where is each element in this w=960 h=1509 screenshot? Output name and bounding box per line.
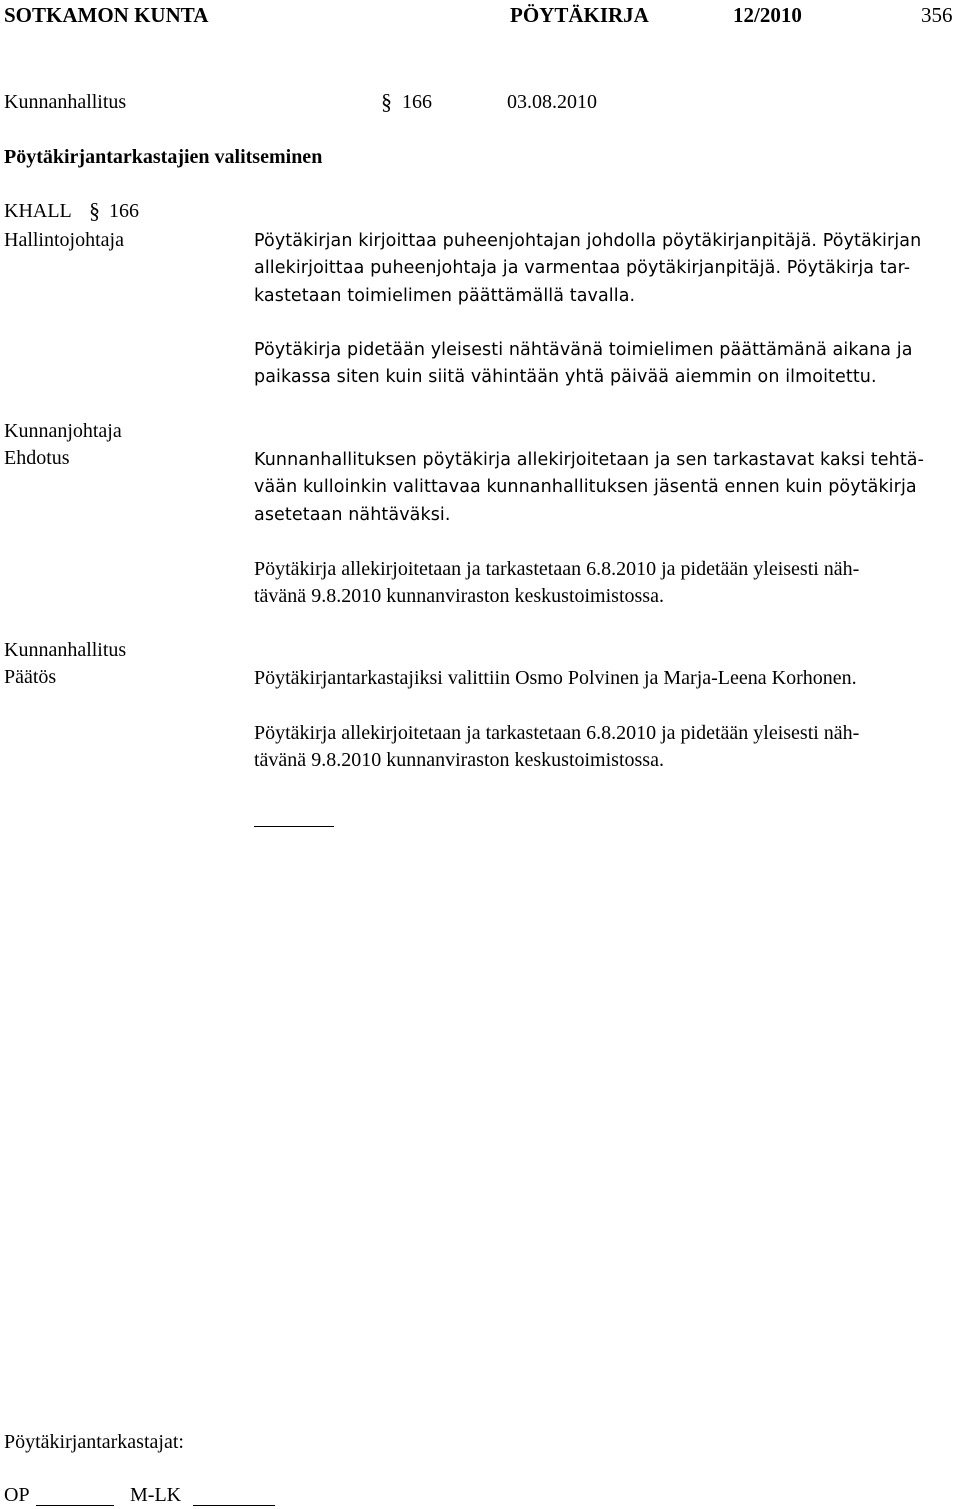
stage-label: Ehdotus: [4, 447, 70, 469]
paragraph-line: Pöytäkirja allekirjoitetaan ja tarkastetaan 6.8.2010 ja pidetään yleisesti näh-: [254, 558, 860, 580]
paragraph: [254, 228, 960, 310]
reviewer-initials: OP: [4, 1484, 30, 1506]
decision-paragraph: [254, 665, 960, 692]
paragraph-line: Pöytäkirjantarkastajiksi valittiin Osmo Polvinen ja Marja-Leena Korhonen.: [254, 667, 857, 689]
issue-number: 12/2010: [733, 3, 802, 27]
signature-line: [193, 1505, 275, 1506]
paragraph-line: asetetaan nähtäväksi.: [254, 504, 451, 525]
paragraph-line: paikassa siten kuin siitä vähintään yhtä päivää aiemmin on ilmoitettu.: [254, 367, 877, 388]
section-end-rule: [254, 826, 334, 827]
paragraph: [254, 720, 960, 775]
reference-code: KHALL: [4, 200, 72, 222]
role-label: Hallintojohtaja: [4, 229, 124, 251]
reviewer-initials: M-LK: [130, 1484, 182, 1506]
document-type: PÖYTÄKIRJA: [510, 3, 649, 27]
section-label: [4, 637, 126, 691]
reference-number: 166: [109, 200, 139, 222]
paragraph-line: vään kulloinkin valittavaa kunnanhallituksen jäsentä ennen kuin pöytäkirja: [254, 477, 917, 498]
paragraph-line: Pöytäkirja pidetään yleisesti nähtävänä toimielimen päättämänä aikana ja: [254, 340, 913, 360]
agenda-item-title: Pöytäkirjantarkastajien valitseminen: [4, 146, 323, 168]
paragraph-line: Kunnanhallituksen pöytäkirja allekirjoitetaan ja sen tarkastavat kaksi tehtä-: [254, 450, 925, 470]
paragraph-line: tävänä 9.8.2010 kunnanviraston keskustoimistossa.: [254, 749, 664, 772]
municipality-name: SOTKAMON KUNTA: [4, 3, 209, 27]
section-label: [4, 418, 122, 472]
section-symbol: §: [381, 89, 392, 114]
reviewers-label: Pöytäkirjantarkastajat:: [4, 1431, 184, 1453]
paragraph-line: kastetaan toimielimen päättämällä tavalla.: [254, 285, 636, 306]
reference-section-symbol: §: [89, 198, 100, 223]
paragraph-line: allekirjoittaa puheenjohtaja ja varmentaa pöytäkirjanpitäjä. Pöytäkirja tar-: [254, 258, 911, 279]
paragraph: [254, 447, 960, 529]
paragraph: [254, 337, 960, 392]
section-label: [4, 227, 124, 254]
paragraph-line: Pöytäkirja allekirjoitetaan ja tarkastetaan 6.8.2010 ja pidetään yleisesti näh-: [254, 722, 860, 744]
paragraph-line: Pöytäkirjan kirjoittaa puheenjohtajan johdolla pöytäkirjanpitäjä. Pöytäkirjan: [254, 231, 922, 251]
page-number: 356: [921, 3, 953, 27]
meeting-body: Kunnanhallitus: [4, 91, 127, 113]
role-label: Kunnanhallitus: [4, 639, 127, 661]
role-label: Kunnanjohtaja: [4, 420, 122, 442]
paragraph: [254, 556, 960, 611]
stage-label: Päätös: [4, 666, 57, 688]
signature-line: [36, 1505, 114, 1506]
meeting-date: 03.08.2010: [507, 91, 597, 113]
paragraph-line: tävänä 9.8.2010 kunnanviraston keskustoimistossa.: [254, 585, 664, 608]
section-number: 166: [402, 91, 432, 113]
